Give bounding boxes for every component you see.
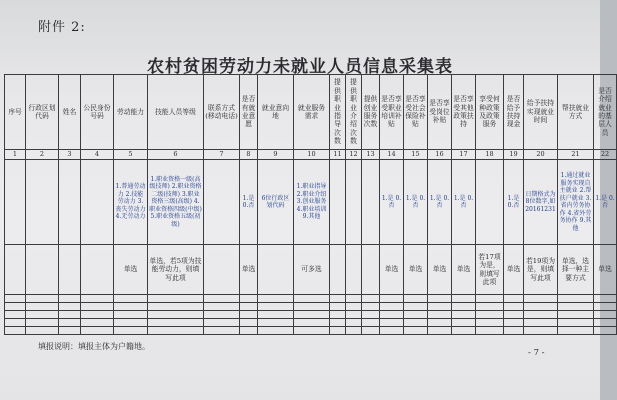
empty-cell — [81, 295, 114, 303]
empty-cell — [148, 311, 204, 319]
number-cell: 4 — [81, 150, 114, 160]
empty-cell — [258, 319, 294, 327]
number-cell: 22 — [594, 150, 617, 160]
code-cell — [5, 160, 26, 245]
option-cell — [26, 245, 59, 295]
empty-cell — [476, 303, 504, 311]
empty-cell — [380, 319, 404, 327]
empty-cell — [114, 327, 148, 335]
option-cell: 单选 — [504, 245, 524, 295]
empty-cell — [26, 303, 59, 311]
empty-cell — [258, 295, 294, 303]
empty-cell — [81, 319, 114, 327]
form-title: 农村贫困劳动力未就业人员信息采集表 — [147, 57, 453, 77]
code-cell: 1.是 0.否 — [380, 160, 404, 245]
empty-cell — [294, 311, 330, 319]
empty-cell — [5, 295, 26, 303]
empty-cell — [26, 311, 59, 319]
empty-cell — [204, 303, 240, 311]
number-cell: 13 — [362, 150, 380, 160]
empty-cell — [428, 327, 452, 335]
empty-cell — [114, 311, 148, 319]
empty-cell — [594, 295, 617, 303]
empty-cell — [240, 311, 258, 319]
code-cell: 6位行政区划代码 — [258, 160, 294, 245]
code-cell: 日期格式为8位数字,如20161231 — [524, 160, 558, 245]
empty-cell — [59, 327, 81, 335]
empty-cell — [258, 311, 294, 319]
empty-cell — [362, 311, 380, 319]
empty-cell — [114, 295, 148, 303]
empty-cell — [428, 295, 452, 303]
number-cell: 12 — [346, 150, 362, 160]
empty-cell — [524, 327, 558, 335]
empty-cell — [5, 303, 26, 311]
empty-cell — [504, 319, 524, 327]
empty-cell — [240, 303, 258, 311]
empty-cell — [362, 319, 380, 327]
empty-cell — [258, 303, 294, 311]
empty-cell — [524, 319, 558, 327]
empty-cell — [204, 319, 240, 327]
option-cell: 单选 — [428, 245, 452, 295]
empty-cell — [148, 303, 204, 311]
empty-cell — [330, 319, 346, 327]
option-cell — [204, 245, 240, 295]
footnote: 填报说明：填报主体为户籍地。 — [38, 342, 150, 351]
blank-row — [5, 327, 617, 335]
empty-cell — [294, 319, 330, 327]
number-cell: 20 — [524, 150, 558, 160]
column-number-row — [5, 150, 617, 160]
option-cell: 单选 — [594, 245, 617, 295]
empty-cell — [346, 303, 362, 311]
empty-cell — [148, 319, 204, 327]
empty-cell — [204, 311, 240, 319]
number-cell: 19 — [504, 150, 524, 160]
empty-cell — [204, 327, 240, 335]
empty-cell — [330, 311, 346, 319]
number-cell: 10 — [294, 150, 330, 160]
empty-cell — [404, 295, 428, 303]
option-cell: 单选，若5项为技能劳动力，则填写此项 — [148, 245, 204, 295]
header-cell: 是否享受岗位补贴 — [428, 75, 452, 150]
header-cell: 就业服务需求 — [294, 75, 330, 150]
option-cell — [346, 245, 362, 295]
empty-cell — [26, 327, 59, 335]
number-cell: 3 — [59, 150, 81, 160]
empty-cell — [59, 311, 81, 319]
empty-cell — [258, 327, 294, 335]
empty-cell — [330, 295, 346, 303]
code-cell: 1.职业资格一级(高级技师) 2.职业资格二级(技师) 3.职业资格三级(高级) 4.职业资格四级(中级) 5.职业资格五级(初级) — [148, 160, 204, 245]
code-cell: 1.普通劳动力 2.技能劳动力 3.丧失劳动力 4.无劳动力 — [114, 160, 148, 245]
option-cell: 单选 — [380, 245, 404, 295]
empty-cell — [504, 303, 524, 311]
blank-row — [5, 319, 617, 327]
empty-cell — [404, 303, 428, 311]
empty-cell — [452, 327, 476, 335]
header-cell: 享受何种政策及政策服务 — [476, 75, 504, 150]
empty-cell — [476, 295, 504, 303]
header-cell: 提供职业介绍次数 — [346, 75, 362, 150]
number-cell: 8 — [240, 150, 258, 160]
empty-cell — [452, 319, 476, 327]
empty-cell — [504, 327, 524, 335]
option-cell: 可多选 — [294, 245, 330, 295]
option-cell: 单选 — [240, 245, 258, 295]
empty-cell — [380, 303, 404, 311]
empty-cell — [114, 303, 148, 311]
header-cell: 是否享受职业培训补贴 — [380, 75, 404, 150]
empty-cell — [26, 295, 59, 303]
header-cell: 序号 — [5, 75, 26, 150]
code-cell — [26, 160, 59, 245]
empty-cell — [504, 311, 524, 319]
number-cell: 14 — [380, 150, 404, 160]
empty-cell — [428, 303, 452, 311]
empty-cell — [362, 303, 380, 311]
empty-cell — [524, 303, 558, 311]
header-cell: 技能人员等级 — [148, 75, 204, 150]
empty-cell — [148, 327, 204, 335]
empty-cell — [346, 311, 362, 319]
header-cell: 是否介绍就业的基层人员 — [594, 75, 617, 150]
number-cell: 7 — [204, 150, 240, 160]
empty-cell — [404, 327, 428, 335]
code-cell — [476, 160, 504, 245]
header-cell: 就业意向地 — [258, 75, 294, 150]
number-cell: 17 — [452, 150, 476, 160]
empty-cell — [594, 311, 617, 319]
code-cell — [330, 160, 346, 245]
option-row — [5, 245, 617, 295]
empty-cell — [524, 295, 558, 303]
header-cell: 是否给予扶持现金 — [504, 75, 524, 150]
option-cell — [330, 245, 346, 295]
empty-cell — [362, 327, 380, 335]
header-cell: 是否有就业意愿 — [240, 75, 258, 150]
empty-cell — [330, 327, 346, 335]
number-cell: 18 — [476, 150, 504, 160]
empty-cell — [428, 319, 452, 327]
empty-cell — [380, 327, 404, 335]
code-cell: 1.是 0.否 — [240, 160, 258, 245]
attachment-label: 附件 2: — [38, 20, 86, 35]
empty-cell — [114, 319, 148, 327]
header-row — [5, 75, 617, 150]
header-cell: 提供创业服务次数 — [362, 75, 380, 150]
empty-cell — [346, 295, 362, 303]
empty-cell — [380, 295, 404, 303]
code-cell — [346, 160, 362, 245]
option-cell — [81, 245, 114, 295]
code-cell — [81, 160, 114, 245]
empty-cell — [594, 319, 617, 327]
number-cell: 11 — [330, 150, 346, 160]
page-number: - 7 - — [528, 348, 545, 358]
header-cell: 联系方式(移动电话) — [204, 75, 240, 150]
empty-cell — [476, 319, 504, 327]
option-cell: 单选 — [452, 245, 476, 295]
header-cell: 姓名 — [59, 75, 81, 150]
option-cell: 单选 — [404, 245, 428, 295]
empty-cell — [330, 303, 346, 311]
code-row — [5, 160, 617, 245]
option-cell: 若17项为是，则填写此项 — [476, 245, 504, 295]
header-cell: 给予扶持实现就业时间 — [524, 75, 558, 150]
empty-cell — [81, 327, 114, 335]
number-cell: 2 — [26, 150, 59, 160]
option-cell — [59, 245, 81, 295]
empty-cell — [476, 327, 504, 335]
empty-cell — [294, 303, 330, 311]
header-cell: 公民身份号码 — [81, 75, 114, 150]
empty-cell — [5, 319, 26, 327]
empty-cell — [81, 303, 114, 311]
empty-cell — [240, 295, 258, 303]
code-cell — [204, 160, 240, 245]
option-cell — [258, 245, 294, 295]
blank-row — [5, 303, 617, 311]
option-cell: 若19项为是，则填写此项 — [524, 245, 558, 295]
empty-cell — [204, 295, 240, 303]
header-cell: 行政区划代码 — [26, 75, 59, 150]
number-cell: 5 — [114, 150, 148, 160]
code-cell: 1.是 0.否 — [594, 160, 617, 245]
empty-cell — [148, 295, 204, 303]
empty-cell — [294, 327, 330, 335]
empty-cell — [240, 327, 258, 335]
option-cell: 单选，选择一种主要方式 — [558, 245, 594, 295]
empty-cell — [594, 327, 617, 335]
empty-cell — [59, 303, 81, 311]
info-collection-table — [4, 74, 617, 335]
number-cell: 6 — [148, 150, 204, 160]
empty-cell — [5, 327, 26, 335]
empty-cell — [404, 311, 428, 319]
header-cell: 是否享受其他政策扶持 — [452, 75, 476, 150]
empty-cell — [524, 311, 558, 319]
empty-cell — [380, 311, 404, 319]
table-body — [5, 75, 617, 335]
empty-cell — [594, 303, 617, 311]
header-cell: 劳动能力 — [114, 75, 148, 150]
blank-row — [5, 295, 617, 303]
empty-cell — [558, 327, 594, 335]
empty-cell — [346, 327, 362, 335]
empty-cell — [558, 319, 594, 327]
header-cell: 是否享受社会保险补贴 — [404, 75, 428, 150]
number-cell: 15 — [404, 150, 428, 160]
header-cell: 提供职业指导次数 — [330, 75, 346, 150]
empty-cell — [59, 295, 81, 303]
empty-cell — [452, 295, 476, 303]
empty-cell — [428, 311, 452, 319]
option-cell: 单选 — [114, 245, 148, 295]
code-cell — [59, 160, 81, 245]
option-cell — [5, 245, 26, 295]
empty-cell — [558, 303, 594, 311]
number-cell: 16 — [428, 150, 452, 160]
number-cell: 1 — [5, 150, 26, 160]
code-cell: 1.是 0.否 — [428, 160, 452, 245]
empty-cell — [476, 311, 504, 319]
number-cell: 21 — [558, 150, 594, 160]
code-cell — [362, 160, 380, 245]
code-cell: 1.是 0.否 — [504, 160, 524, 245]
empty-cell — [452, 311, 476, 319]
empty-cell — [404, 319, 428, 327]
empty-cell — [504, 295, 524, 303]
code-cell: 1.是 0.否 — [404, 160, 428, 245]
number-cell: 9 — [258, 150, 294, 160]
empty-cell — [558, 311, 594, 319]
header-cell: 帮扶就业方式 — [558, 75, 594, 150]
blank-row — [5, 311, 617, 319]
option-cell — [362, 245, 380, 295]
code-cell: 1.是 0.否 — [452, 160, 476, 245]
empty-cell — [26, 319, 59, 327]
empty-cell — [5, 311, 26, 319]
empty-cell — [346, 319, 362, 327]
empty-cell — [294, 295, 330, 303]
empty-cell — [59, 319, 81, 327]
code-cell: 1.职业指导 2.职业介绍 3.创业服务 4.职业培训 9.其他 — [294, 160, 330, 245]
code-cell: 1.通过就业服务实现自主就业 2.帮扶户就业 3.省内劳务协作 4.省外劳务协作 9.其他 — [558, 160, 594, 245]
empty-cell — [558, 295, 594, 303]
empty-cell — [362, 295, 380, 303]
empty-cell — [240, 319, 258, 327]
empty-cell — [81, 311, 114, 319]
empty-cell — [452, 303, 476, 311]
